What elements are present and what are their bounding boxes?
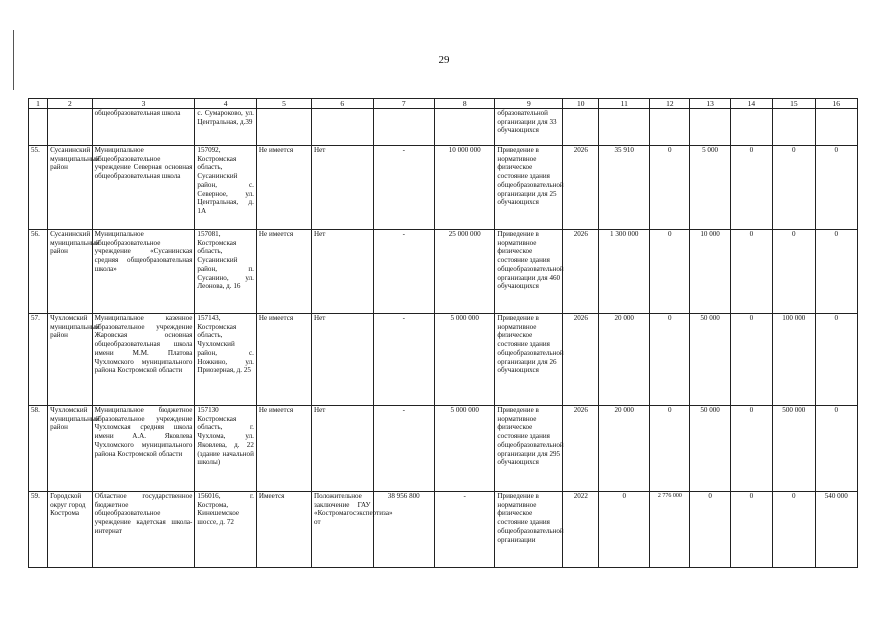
address-cell: с. Сумароково, ул. Центральная, д.39 bbox=[195, 109, 256, 146]
table-row bbox=[29, 406, 858, 492]
column-number: 4 bbox=[195, 99, 256, 109]
column-number: 1 bbox=[29, 99, 48, 109]
column-number: 7 bbox=[373, 99, 434, 109]
district-cell bbox=[48, 109, 93, 146]
value-cell: 0 bbox=[730, 146, 772, 230]
project-status-cell bbox=[256, 109, 311, 146]
institution-name-cell: Муниципальное бюджетное образовательное учреждение Чухломская средняя школа имени А.А. Яковлева Чухломского муниципального района Костромской области bbox=[92, 406, 195, 492]
estimate-cost-cell: - bbox=[373, 146, 434, 230]
expertise-cell: Нет bbox=[312, 314, 373, 406]
column-number-row bbox=[29, 99, 858, 109]
table-row bbox=[29, 109, 858, 146]
project-status-cell: Не имеется bbox=[256, 230, 311, 314]
district-cell: Чухломский муниципальный район bbox=[48, 406, 93, 492]
column-number: 11 bbox=[599, 99, 650, 109]
value-cell: 20 000 bbox=[599, 406, 650, 492]
table-row bbox=[29, 230, 858, 314]
district-cell: Чухломский муниципальный район bbox=[48, 314, 93, 406]
value-cell bbox=[730, 109, 772, 146]
year-cell: 2026 bbox=[563, 146, 599, 230]
purpose-cell: Приведение в нормативное физическое состояние здания общеобразовательной организации для 460 обучающихся bbox=[495, 230, 563, 314]
address-cell: 157143, Костромская область, Чухломский район, с. Ножкино, ул. Приозерная, д. 25 bbox=[195, 314, 256, 406]
total-cost-cell: 25 000 000 bbox=[435, 230, 495, 314]
project-status-cell: Имеется bbox=[256, 492, 311, 568]
address-cell: 157081, Костромская область, Сусанинский район, п. Сусанино, ул. Леонова, д. 16 bbox=[195, 230, 256, 314]
district-cell: Городской округ город Кострома bbox=[48, 492, 93, 568]
value-cell bbox=[773, 109, 815, 146]
address-cell: 157092, Костромская область, Сусанинский район, с. Северное, ул. Центральная, д. 1А bbox=[195, 146, 256, 230]
column-number: 9 bbox=[495, 99, 563, 109]
value-cell: 35 910 bbox=[599, 146, 650, 230]
total-cost-cell: 10 000 000 bbox=[435, 146, 495, 230]
column-number: 12 bbox=[650, 99, 690, 109]
estimate-cost-cell: - bbox=[373, 230, 434, 314]
value-cell bbox=[599, 109, 650, 146]
district-cell: Сусанинский муниципальный район bbox=[48, 146, 93, 230]
year-cell: 2026 bbox=[563, 406, 599, 492]
purpose-cell: Приведение в нормативное физическое состояние здания общеобразовательной организации для 26 обучающихся bbox=[495, 314, 563, 406]
institution-name-cell: общеобразовательная школа bbox=[92, 109, 195, 146]
value-cell: 0 bbox=[773, 230, 815, 314]
value-cell: 500 000 bbox=[773, 406, 815, 492]
expertise-cell: Нет bbox=[312, 146, 373, 230]
value-cell: 0 bbox=[650, 406, 690, 492]
row-number: 55. bbox=[29, 146, 48, 230]
expertise-cell: Нет bbox=[312, 230, 373, 314]
row-number: 57. bbox=[29, 314, 48, 406]
value-cell: 1 300 000 bbox=[599, 230, 650, 314]
table-row bbox=[29, 314, 858, 406]
value-cell: 0 bbox=[730, 230, 772, 314]
purpose-cell: Приведение в нормативное физическое состояние здания общеобразовательной организации для 295 обучающихся bbox=[495, 406, 563, 492]
total-cost-cell: 5 000 000 bbox=[435, 406, 495, 492]
purpose-cell: образовательной организации для 33 обучающихся bbox=[495, 109, 563, 146]
column-number: 14 bbox=[730, 99, 772, 109]
row-number: 59. bbox=[29, 492, 48, 568]
value-cell bbox=[690, 109, 730, 146]
value-cell: 5 000 bbox=[690, 146, 730, 230]
column-number: 2 bbox=[48, 99, 93, 109]
institution-name-cell: Муниципальное общеобразовательное учреждение Северная основная общеобразовательная школа bbox=[92, 146, 195, 230]
table-row bbox=[29, 492, 858, 568]
value-cell: 0 bbox=[815, 230, 857, 314]
address-cell: 156016, г. Кострома, Кинешемское шоссе, д. 72 bbox=[195, 492, 256, 568]
expertise-cell: Положительное заключение ГАУ «Костромагосэкспертиза» от bbox=[312, 492, 373, 568]
project-status-cell: Не имеется bbox=[256, 146, 311, 230]
value-cell: 0 bbox=[650, 146, 690, 230]
table-body bbox=[29, 109, 858, 568]
row-number: 56. bbox=[29, 230, 48, 314]
row-number bbox=[29, 109, 48, 146]
value-cell: 0 bbox=[730, 406, 772, 492]
value-cell: 0 bbox=[815, 406, 857, 492]
total-cost-cell bbox=[435, 109, 495, 146]
row-number: 58. bbox=[29, 406, 48, 492]
column-number: 5 bbox=[256, 99, 311, 109]
value-cell: 20 000 bbox=[599, 314, 650, 406]
purpose-cell: Приведение в нормативное физическое состояние здания общеобразовательной организации bbox=[495, 492, 563, 568]
value-cell: 0 bbox=[599, 492, 650, 568]
project-status-cell: Не имеется bbox=[256, 314, 311, 406]
district-cell: Сусанинский муниципальный район bbox=[48, 230, 93, 314]
table-row bbox=[29, 146, 858, 230]
column-number: 6 bbox=[312, 99, 373, 109]
institution-name-cell: Областное государственное бюджетное общеобразовательное учреждение кадетская школа-интернат bbox=[92, 492, 195, 568]
column-number: 15 bbox=[773, 99, 815, 109]
value-cell: 0 bbox=[650, 230, 690, 314]
estimate-cost-cell bbox=[373, 109, 434, 146]
estimate-cost-cell: - bbox=[373, 314, 434, 406]
institution-name-cell: Муниципальное общеобразовательное учреждение «Сусанинская средняя общеобразовательная школа» bbox=[92, 230, 195, 314]
value-cell: 0 bbox=[815, 146, 857, 230]
value-cell: 0 bbox=[815, 314, 857, 406]
year-cell bbox=[563, 109, 599, 146]
column-number: 16 bbox=[815, 99, 857, 109]
expertise-cell: Нет bbox=[312, 406, 373, 492]
total-cost-cell: 5 000 000 bbox=[435, 314, 495, 406]
value-cell bbox=[650, 109, 690, 146]
value-cell: 0 bbox=[730, 492, 772, 568]
expertise-cell bbox=[312, 109, 373, 146]
estimate-cost-cell: 38 956 800 bbox=[373, 492, 434, 568]
year-cell: 2026 bbox=[563, 230, 599, 314]
project-status-cell: Не имеется bbox=[256, 406, 311, 492]
address-cell: 157130 Костромская область, г. Чухлома, ул. Яковлева, д. 22 (здание начальной школы) bbox=[195, 406, 256, 492]
value-cell: 100 000 bbox=[773, 314, 815, 406]
estimate-cost-cell: - bbox=[373, 406, 434, 492]
value-cell: 50 000 bbox=[690, 406, 730, 492]
value-cell: 540 000 bbox=[815, 492, 857, 568]
value-cell: 0 bbox=[730, 314, 772, 406]
value-cell: 2 776 000 bbox=[650, 492, 690, 568]
year-cell: 2022 bbox=[563, 492, 599, 568]
value-cell: 0 bbox=[690, 492, 730, 568]
value-cell: 10 000 bbox=[690, 230, 730, 314]
column-number: 10 bbox=[563, 99, 599, 109]
projects-table bbox=[28, 98, 858, 568]
value-cell: 0 bbox=[773, 492, 815, 568]
value-cell: 0 bbox=[650, 314, 690, 406]
value-cell bbox=[815, 109, 857, 146]
purpose-cell: Приведение в нормативное физическое состояние здания общеобразовательной организации для 25 обучающихся bbox=[495, 146, 563, 230]
page-number: 29 bbox=[438, 54, 450, 66]
value-cell: 50 000 bbox=[690, 314, 730, 406]
column-number: 8 bbox=[435, 99, 495, 109]
value-cell: 0 bbox=[773, 146, 815, 230]
column-number: 13 bbox=[690, 99, 730, 109]
institution-name-cell: Муниципальное казенное образовательное учреждение Жаровская основная общеобразовательная школа имени М.М. Платова Чухломского муниципального района Костромской области bbox=[92, 314, 195, 406]
year-cell: 2026 bbox=[563, 314, 599, 406]
total-cost-cell: - bbox=[435, 492, 495, 568]
column-number: 3 bbox=[92, 99, 195, 109]
